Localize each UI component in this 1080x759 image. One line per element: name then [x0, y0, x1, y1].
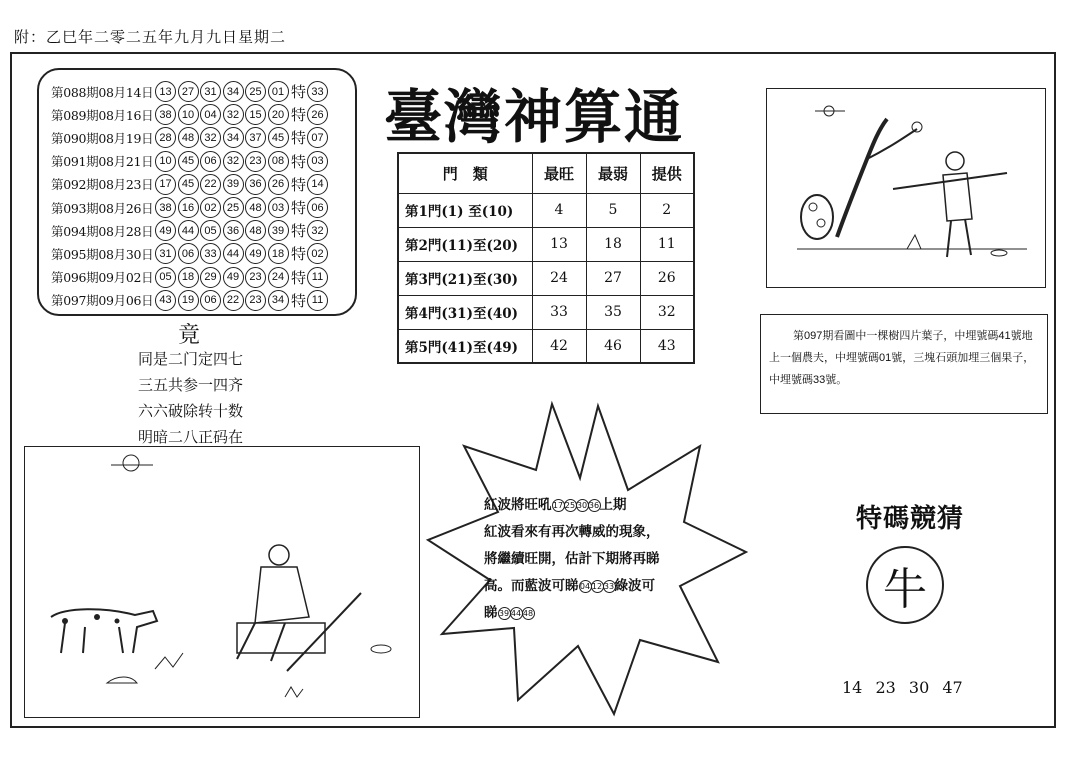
number-ball: 12: [591, 581, 603, 591]
table-header: 最旺: [532, 153, 586, 193]
history-row: [51, 219, 355, 242]
special-marker: 特: [291, 83, 307, 102]
table-cell: 11: [640, 227, 694, 261]
history-label: 第091期08月21日: [51, 154, 154, 170]
history-row: [51, 80, 355, 103]
man-dog-illustration: [24, 446, 420, 718]
table-cell: 4: [532, 193, 586, 227]
history-label: 第089期08月16日: [51, 107, 154, 123]
number-ball: 45: [178, 151, 199, 172]
door-table: [397, 152, 695, 364]
number-ball: 48: [245, 197, 266, 218]
number-ball: 30: [576, 500, 588, 510]
star-line: 綠波可: [614, 578, 655, 594]
special-ball: 06: [307, 197, 328, 218]
number-ball: 43: [155, 290, 176, 311]
table-row: [398, 261, 694, 295]
number-ball: 25: [564, 500, 576, 510]
history-label: 第092期08月23日: [51, 177, 154, 193]
header-date: 附：乙巳年二零二五年九月九日星期二: [14, 28, 287, 46]
number-ball: 25: [245, 81, 266, 102]
number-ball: 45: [268, 127, 289, 148]
number-ball: 15: [245, 104, 266, 125]
number-ball: 49: [155, 220, 176, 241]
history-row: [51, 103, 355, 126]
number-ball: 34: [223, 127, 244, 148]
special-marker: 特: [291, 175, 307, 194]
number-ball: 06: [178, 243, 199, 264]
number-ball: 44: [510, 608, 522, 618]
number-ball: 32: [223, 151, 244, 172]
special-ball: 14: [307, 174, 328, 195]
special-marker: 特: [291, 245, 307, 264]
history-label: 第090期08月19日: [51, 130, 154, 146]
special-ball: 32: [307, 220, 328, 241]
number-ball: 45: [178, 174, 199, 195]
special-ball: 02: [307, 243, 328, 264]
special-marker: 特: [291, 106, 307, 125]
poem-line: 明暗二八正码在: [138, 428, 244, 446]
number-ball: 37: [245, 127, 266, 148]
table-cell: 27: [586, 261, 640, 295]
number-ball: 22: [200, 174, 221, 195]
number-ball: 44: [223, 243, 244, 264]
table-header: 提供: [640, 153, 694, 193]
tree-farmer-drawing: [767, 89, 1044, 286]
table-row: [398, 295, 694, 329]
table-row: [398, 329, 694, 363]
special-marker: 特: [291, 199, 307, 218]
number-ball: 39: [498, 608, 510, 618]
starburst-text: [484, 492, 718, 627]
history-row: [51, 289, 355, 312]
number-ball: 27: [178, 81, 199, 102]
number-ball: 34: [268, 290, 289, 311]
number-ball: 10: [178, 104, 199, 125]
star-line: 上期: [599, 497, 627, 513]
number-ball: 05: [155, 267, 176, 288]
special-marker: 特: [291, 129, 307, 148]
number-ball: 06: [200, 290, 221, 311]
number-ball: 03: [268, 197, 289, 218]
poem-line: 同是二门定四七: [138, 350, 244, 368]
table-cell: 5: [586, 193, 640, 227]
number-ball: 23: [245, 290, 266, 311]
number-ball: 39: [223, 174, 244, 195]
number-ball: 39: [268, 220, 289, 241]
table-cell: 24: [532, 261, 586, 295]
poem-line: 三五共参一四齐: [138, 376, 244, 394]
number-ball: 05: [200, 220, 221, 241]
table-cell: 第5門(41)至(49): [398, 329, 532, 363]
number-ball: 33: [200, 243, 221, 264]
poem-line: 六六破除转十数: [138, 402, 244, 420]
table-cell: 43: [640, 329, 694, 363]
history-label: 第094期08月28日: [51, 223, 154, 239]
table-cell: 46: [586, 329, 640, 363]
table-cell: 26: [640, 261, 694, 295]
number-ball: 32: [200, 127, 221, 148]
guess-numbers: 14 23 30 47: [842, 678, 963, 697]
table-cell: 13: [532, 227, 586, 261]
table-cell: 35: [586, 295, 640, 329]
table-cell: 42: [532, 329, 586, 363]
table-row: [398, 193, 694, 227]
hint-note: 第097期看圖中一棵樹四片葉子，中埋號碼41號地上一個農夫，中埋號碼01號，三塊石頭加埋三個果子，中埋號碼33號。: [760, 314, 1048, 414]
number-ball: 25: [223, 197, 244, 218]
guess-zodiac: 牛: [866, 546, 944, 624]
special-ball: 07: [307, 127, 328, 148]
number-ball: 32: [223, 104, 244, 125]
number-ball: 26: [268, 174, 289, 195]
number-ball: 33: [603, 581, 615, 591]
man-dog-drawing: [25, 447, 418, 716]
history-row: [51, 126, 355, 149]
table-cell: 第1門(1) 至(10): [398, 193, 532, 227]
star-line: 紅波將旺吼: [484, 497, 552, 513]
table-cell: 第2門(11)至(20): [398, 227, 532, 261]
special-ball: 11: [307, 267, 328, 288]
number-ball: 22: [223, 290, 244, 311]
poem: [138, 346, 243, 450]
table-cell: 2: [640, 193, 694, 227]
special-ball: 03: [307, 151, 328, 172]
number-ball: 38: [155, 197, 176, 218]
number-ball: 24: [268, 267, 289, 288]
number-ball: 17: [552, 500, 564, 510]
guess-title: 特碼競猜: [856, 504, 965, 534]
number-ball: 06: [200, 151, 221, 172]
number-ball: 49: [223, 267, 244, 288]
special-marker: 特: [291, 291, 307, 310]
number-ball: 36: [245, 174, 266, 195]
number-ball: 48: [245, 220, 266, 241]
special-ball: 33: [307, 81, 328, 102]
history-label: 第096期09月02日: [51, 270, 154, 286]
history-label: 第093期08月26日: [51, 200, 154, 216]
tree-farmer-illustration: [766, 88, 1046, 288]
number-ball: 23: [245, 151, 266, 172]
number-ball: 13: [155, 81, 176, 102]
special-ball: 11: [307, 290, 328, 311]
number-ball: 18: [178, 267, 199, 288]
number-ball: 08: [268, 151, 289, 172]
star-line: 睇: [484, 605, 498, 621]
number-ball: 18: [268, 243, 289, 264]
number-ball: 10: [155, 151, 176, 172]
number-ball: 20: [268, 104, 289, 125]
table-cell: 32: [640, 295, 694, 329]
special-ball: 26: [307, 104, 328, 125]
number-ball: 34: [223, 81, 244, 102]
history-label: 第095期08月30日: [51, 246, 154, 262]
number-ball: 31: [155, 243, 176, 264]
number-ball: 28: [155, 127, 176, 148]
number-ball: 36: [223, 220, 244, 241]
history-box: [37, 68, 357, 316]
table-header: 最弱: [586, 153, 640, 193]
number-ball: 19: [178, 290, 199, 311]
number-ball: 48: [178, 127, 199, 148]
number-ball: 44: [178, 220, 199, 241]
number-ball: 02: [200, 197, 221, 218]
number-ball: 04: [579, 581, 591, 591]
star-line: 紅波看來有再次轉威的現象，: [484, 524, 660, 540]
number-ball: 17: [155, 174, 176, 195]
star-line: 高。而藍波可睇: [484, 578, 579, 594]
number-ball: 38: [155, 104, 176, 125]
main-title: 臺灣神算通: [384, 83, 685, 151]
number-ball: 48: [522, 608, 534, 618]
history-label: 第088期08月14日: [51, 84, 154, 100]
table-cell: 第4門(31)至(40): [398, 295, 532, 329]
history-row: [51, 150, 355, 173]
history-row: [51, 266, 355, 289]
number-ball: 36: [588, 500, 600, 510]
history-label: 第097期09月06日: [51, 293, 154, 309]
table-cell: 33: [532, 295, 586, 329]
number-ball: 16: [178, 197, 199, 218]
table-row: [398, 227, 694, 261]
table-cell: 18: [586, 227, 640, 261]
special-marker: 特: [291, 268, 307, 287]
poem-title: 竟: [178, 323, 201, 348]
special-marker: 特: [291, 152, 307, 171]
table-header: 門 類: [398, 153, 532, 193]
history-row: [51, 196, 355, 219]
number-ball: 01: [268, 81, 289, 102]
history-row: [51, 242, 355, 265]
star-line: 將繼續旺開，估計下期將再睇: [484, 551, 660, 567]
number-ball: 49: [245, 243, 266, 264]
number-ball: 31: [200, 81, 221, 102]
history-row: [51, 173, 355, 196]
number-ball: 29: [200, 267, 221, 288]
special-marker: 特: [291, 222, 307, 241]
number-ball: 04: [200, 104, 221, 125]
table-cell: 第3門(21)至(30): [398, 261, 532, 295]
number-ball: 23: [245, 267, 266, 288]
